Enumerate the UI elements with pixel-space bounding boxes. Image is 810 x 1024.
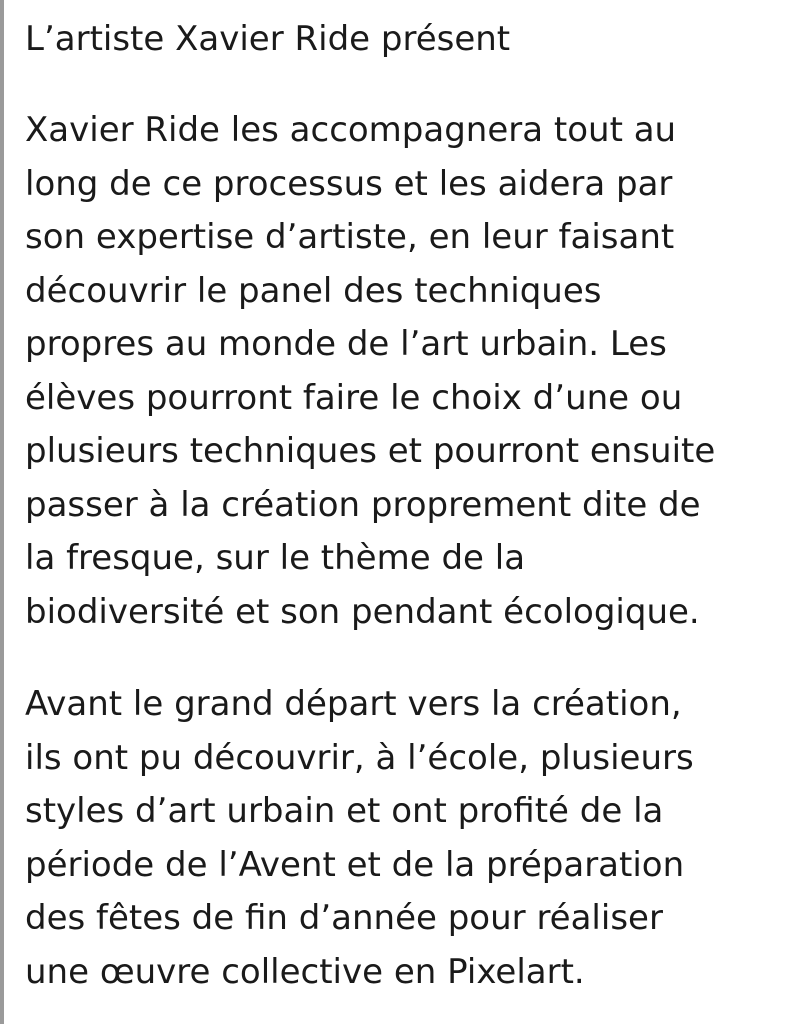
intro-line: L’artiste Xavier Ride présent [25, 19, 511, 59]
paragraph-pixelart: Avant le grand départ vers la création, ils ont pu découvrir, à l’école, plusieurs styles d’art urbain et ont profité de la période de l’Avent et de la préparation des fêtes de fin d’année pour réaliser une œuvre collective en Pixelart. [25, 684, 694, 992]
paragraph-techniques: Xavier Ride les accompagnera tout au long de ce processus et les aidera par son expertise d’artiste, en leur faisant découvrir le panel des techniques propres au monde de l’art urbain. Les élèves pourront faire le choix d’une ou plusieurs techniques et pourront ensuite passer à la création proprement dite de la fresque, sur le thème de la biodiversité et son pendant écologique. [25, 110, 716, 632]
left-border-divider [0, 0, 4, 1024]
